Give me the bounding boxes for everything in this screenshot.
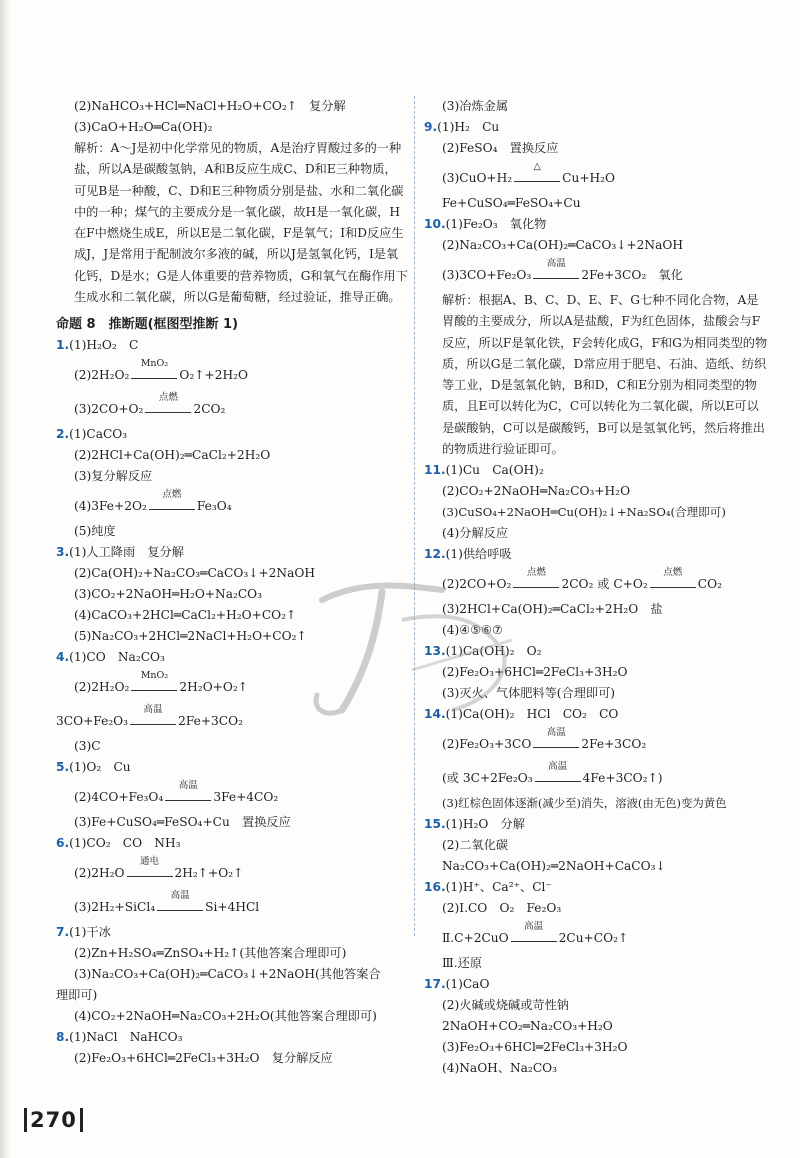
question-3: 3.(1)人工降雨 复分解 bbox=[56, 545, 184, 560]
answer-line: (3)Na₂CO₃+Ca(OH)₂═CaCO₃↓+2NaOH(其他答案合 bbox=[74, 967, 381, 982]
answer-line: (3)2HCl+Ca(OH)₂═CaCl₂+2H₂O 盐 bbox=[442, 602, 663, 617]
question-number: 13. bbox=[424, 644, 446, 659]
reaction-condition: MnO₂ bbox=[131, 370, 177, 379]
equation-line: 3CO+Fe₂O₃ 高温 2Fe+3CO₂ bbox=[56, 704, 243, 729]
question-number: 6. bbox=[56, 836, 70, 851]
reaction-condition: 点燃 bbox=[650, 579, 696, 588]
question-9: 9.(1)H₂ Cu bbox=[424, 120, 500, 134]
answer-line: (2)Na₂CO₃+Ca(OH)₂═CaCO₃↓+2NaOH bbox=[442, 238, 683, 252]
equation-line: (3)2CO+O₂ 点燃 2CO₂ bbox=[74, 392, 226, 417]
question-number: 1. bbox=[56, 338, 70, 353]
reaction-condition: 点燃 bbox=[149, 501, 195, 510]
equation-line: (3)CuO+H₂ △ Cu+H₂O bbox=[442, 161, 616, 185]
answer-line: (2)Zn+H₂SO₄═ZnSO₄+H₂↑(其他答案合理即可) bbox=[74, 946, 347, 961]
question-13: 13.(1)Ca(OH)₂ O₂ bbox=[424, 644, 542, 659]
reaction-condition: 通电 bbox=[127, 868, 173, 877]
answer-line: (2)Ⅰ.CO O₂ Fe₂O₃ bbox=[442, 901, 562, 916]
reaction-condition: 点燃 bbox=[513, 579, 559, 588]
answer-line: (5)Na₂CO₃+2HCl═2NaCl+H₂O+CO₂↑ bbox=[74, 629, 307, 644]
answer-line: Fe+CuSO₄═FeSO₄+Cu bbox=[442, 196, 581, 210]
reaction-condition: MnO₂ bbox=[131, 682, 177, 691]
answer-line: 2NaOH+CO₂═Na₂CO₃+H₂O bbox=[442, 1019, 613, 1034]
answer-line: (5)纯度 bbox=[74, 524, 116, 539]
equation-line: Ⅱ.C+2CuO 高温 2Cu+CO₂↑ bbox=[442, 921, 629, 946]
answer-line: (2)FeSO₄ 置换反应 bbox=[442, 141, 559, 155]
question-number: 2. bbox=[56, 427, 70, 442]
answer-line: (4)④⑤⑥⑦ bbox=[442, 623, 503, 638]
answer-line: (4)CaCO₃+2HCl═CaCl₂+H₂O+CO₂↑ bbox=[74, 608, 297, 623]
question-7: 7.(1)干冰 bbox=[56, 925, 111, 940]
answer-line: (3)CO₂+2NaOH═H₂O+Na₂CO₃ bbox=[74, 587, 263, 602]
question-8: 8.(1)NaCl NaHCO₃ bbox=[56, 1030, 183, 1045]
answer-line: (3)灭火、气体肥料等(合理即可) bbox=[442, 686, 616, 701]
answer-line: (2)二氧化碳 bbox=[442, 838, 509, 853]
question-number: 5. bbox=[56, 760, 70, 775]
answer-line: (2)2HCl+Ca(OH)₂═CaCl₂+2H₂O bbox=[74, 448, 271, 463]
page-gutter-shadow bbox=[0, 0, 10, 1158]
question-14: 14.(1)Ca(OH)₂ HCl CO₂ CO bbox=[424, 707, 619, 722]
question-16: 16.(1)H⁺、Ca²⁺、Cl⁻ bbox=[424, 880, 552, 895]
question-number: 12. bbox=[424, 547, 446, 562]
equation-line: (2)2CO+O₂ 点燃 2CO₂ 或 C+O₂ 点燃 CO₂ bbox=[442, 567, 722, 592]
answer-line: (2)Fe₂O₃+6HCl═2FeCl₃+3H₂O 复分解反应 bbox=[74, 1051, 333, 1066]
equation-line: (3)2H₂+SiCl₄ 高温 Si+4HCl bbox=[74, 890, 260, 915]
question-2: 2.(1)CaCO₃ bbox=[56, 427, 128, 442]
reaction-condition: 高温 bbox=[511, 933, 557, 942]
analysis-paragraph: 解析：根据A、B、C、D、E、F、G七种不同化合物，A是胃酸的主要成分，所以A是盐酸，F为红色固体，盐酸会与F反应，所以F是氧化铁，F会转化成G，F和G为相同类型的物质，所以G是二氧化碳，D常应用于肥皂、石油、造纸、纺织等工业，D是氢氧化钠，B和D，C和E分别为相同类型的物质，且E可以转化为C，C可以转化为二氧化碳，所以E可以是碳酸钠，C可以是碳酸钙，B可以是氢氧化钙，然后将推出的物质进行验证即可。 bbox=[442, 293, 768, 457]
question-11: 11.(1)Cu Ca(OH)₂ bbox=[424, 463, 544, 478]
question-number: 16. bbox=[424, 880, 446, 895]
answer-line: (4)CO₂+2NaOH═Na₂CO₃+2H₂O(其他答案合理即可) bbox=[74, 1009, 377, 1024]
question-number: 7. bbox=[56, 925, 70, 940]
reaction-condition: 高温 bbox=[130, 716, 176, 725]
question-number: 15. bbox=[424, 817, 446, 832]
equation-line: (2)4CO+Fe₃O₄ 高温 3Fe+4CO₂ bbox=[74, 780, 279, 805]
answer-line: Ⅲ.还原 bbox=[442, 956, 483, 971]
equation-line: (2)2H₂O 通电 2H₂↑+O₂↑ bbox=[74, 856, 244, 881]
reaction-condition: △ bbox=[514, 173, 560, 182]
answer-line: (4)NaOH、Na₂CO₃ bbox=[442, 1061, 558, 1076]
question-12: 12.(1)供给呼吸 bbox=[424, 547, 512, 562]
question-6: 6.(1)CO₂ CO NH₃ bbox=[56, 836, 181, 851]
reaction-condition: 高温 bbox=[157, 902, 203, 911]
question-number: 10. bbox=[424, 217, 446, 231]
column-divider bbox=[414, 96, 416, 936]
answer-line: (3)冶炼金属 bbox=[442, 99, 509, 113]
answer-line: (3)Fe+CuSO₄═FeSO₄+Cu 置换反应 bbox=[74, 815, 291, 830]
reaction-condition: 高温 bbox=[533, 739, 579, 748]
question-number: 4. bbox=[56, 650, 70, 665]
left-column bbox=[56, 96, 408, 1069]
reaction-condition: 点燃 bbox=[145, 404, 191, 413]
question-number: 3. bbox=[56, 545, 70, 560]
answer-line: (3)复分解反应 bbox=[74, 469, 153, 484]
reaction-condition: 高温 bbox=[165, 792, 211, 801]
answer-line: (3)CaO+H₂O═Ca(OH)₂ bbox=[74, 120, 213, 134]
equation-line: (4)3Fe+2O₂ 点燃 Fe₃O₄ bbox=[74, 489, 232, 514]
answer-line: (4)分解反应 bbox=[442, 526, 509, 541]
answer-line: Na₂CO₃+Ca(OH)₂═2NaOH+CaCO₃↓ bbox=[442, 859, 666, 874]
answer-line: (2)NaHCO₃+HCl═NaCl+H₂O+CO₂↑ 复分解 bbox=[74, 99, 346, 113]
section-heading: 命题 8 推断题(框图型推断 1) bbox=[56, 317, 239, 333]
page-number: 270 bbox=[24, 1108, 83, 1132]
reaction-condition: 高温 bbox=[533, 270, 579, 279]
question-number: 8. bbox=[56, 1030, 70, 1045]
question-10: 10.(1)Fe₂O₃ 氧化物 bbox=[424, 217, 547, 231]
equation-line: (3)3CO+Fe₂O₃ 高温 2Fe+3CO₂ 氧化 bbox=[442, 258, 683, 282]
right-column bbox=[424, 96, 770, 1079]
question-number: 17. bbox=[424, 977, 446, 992]
reaction-condition: 高温 bbox=[535, 773, 581, 782]
question-4: 4.(1)CO Na₂CO₃ bbox=[56, 650, 165, 665]
equation-line: (2)Fe₂O₃+3CO 高温 2Fe+3CO₂ bbox=[442, 727, 647, 752]
question-number: 14. bbox=[424, 707, 446, 722]
answer-line: (2)Fe₂O₃+6HCl═2FeCl₃+3H₂O bbox=[442, 665, 628, 680]
answer-line: (2)火碱或烧碱或苛性钠 bbox=[442, 998, 569, 1013]
question-5: 5.(1)O₂ Cu bbox=[56, 760, 131, 775]
equation-line: (2)2H₂O₂ MnO₂ 2H₂O+O₂↑ bbox=[74, 670, 248, 695]
answer-line: (2)CO₂+2NaOH═Na₂CO₃+H₂O bbox=[442, 484, 631, 499]
answer-line: (3)红棕色固体逐渐(减少至)消失，溶液(由无色)变为黄色 bbox=[442, 796, 727, 811]
question-15: 15.(1)H₂O 分解 bbox=[424, 817, 525, 832]
answer-line: (3)Fe₂O₃+6HCl═2FeCl₃+3H₂O bbox=[442, 1040, 628, 1055]
question-number: 11. bbox=[424, 463, 446, 478]
question-1: 1.(1)H₂O₂ C bbox=[56, 338, 139, 353]
question-number: 9. bbox=[424, 120, 438, 134]
equation-line: (或 3C+2Fe₂O₃ 高温 4Fe+3CO₂↑) bbox=[442, 761, 663, 786]
question-17: 17.(1)CaO bbox=[424, 977, 490, 992]
analysis-paragraph: 解析：A～J是初中化学常见的物质，A是治疗胃酸过多的一种盐，所以A是碳酸氢钠，A和B反应生成C、D和E三种物质，可见B是一种酸，C、D和E三种物质分别是盐、水和二氧化碳中的一种；煤气的主要成分是一氧化碳，故H是一氧化碳，H在F中燃烧生成E，所以E是二氧化碳，F是氧气；I和D反应生成J，J是常用于配制波尔多液的碱，所以J是氢氧化钙，I是氧化钙，D是水；G是人体重要的营养物质，G和氧气在酶作用下生成水和二氧化碳，所以G是葡萄糖，经过验证，推导正确。 bbox=[74, 141, 408, 305]
equation-line: (2)2H₂O₂ MnO₂ O₂↑+2H₂O bbox=[74, 358, 248, 383]
answer-line: (3)CuSO₄+2NaOH═Cu(OH)₂↓+Na₂SO₄(合理即可) bbox=[442, 505, 726, 520]
answer-line: (3)C bbox=[74, 739, 101, 754]
answer-line: 理即可) bbox=[56, 988, 98, 1003]
answer-line: (2)Ca(OH)₂+Na₂CO₃═CaCO₃↓+2NaOH bbox=[74, 566, 315, 581]
